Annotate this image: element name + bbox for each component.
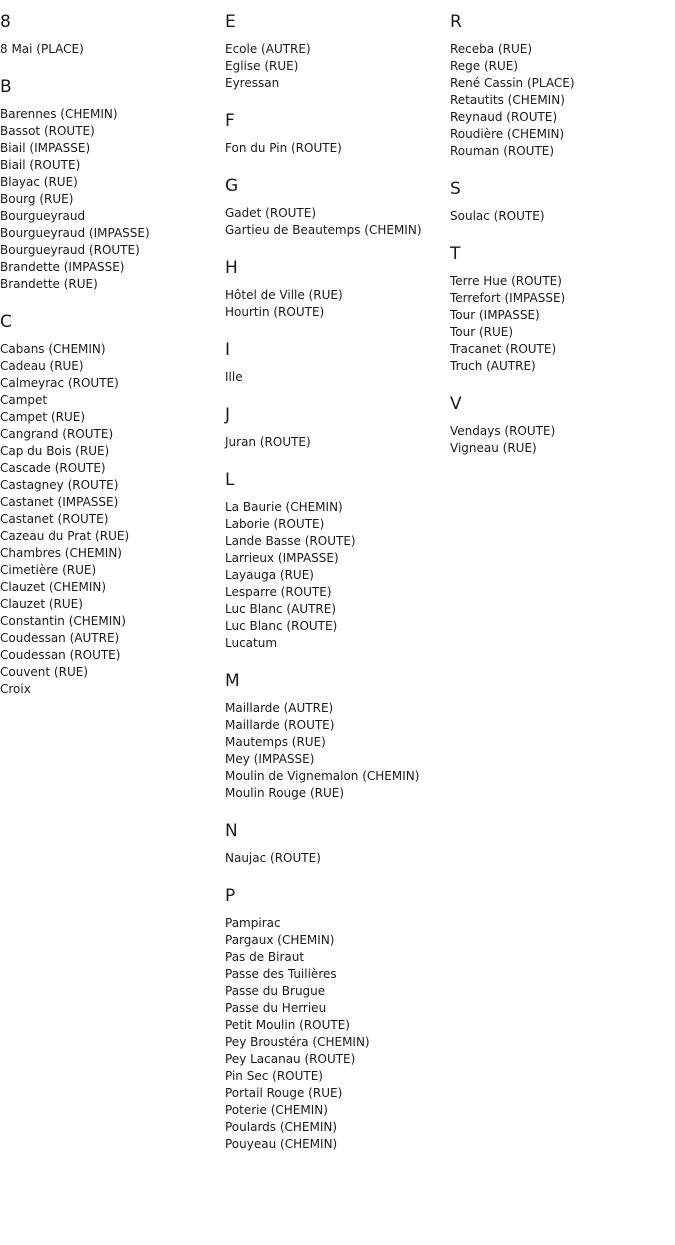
street-link[interactable]: Blayac (RUE) [0,175,78,189]
street-link[interactable]: Pargaux (CHEMIN) [225,933,335,947]
street-link[interactable]: Cabans (CHEMIN) [0,342,106,356]
street-link[interactable]: Pey Lacanau (ROUTE) [225,1052,356,1066]
street-link[interactable]: Fon du Pin (ROUTE) [225,141,342,155]
street-link[interactable]: Castagney (ROUTE) [0,478,119,492]
street-link[interactable]: Moulin de Vignemalon (CHEMIN) [225,769,420,783]
street-link[interactable]: Bourgueyraud [0,209,86,223]
street-link[interactable]: Cap du Bois (RUE) [0,444,110,458]
street-link[interactable]: Mey (IMPASSE) [225,752,315,766]
street-link[interactable]: Reynaud (ROUTE) [450,110,558,124]
letter-group [450,11,675,160]
street-link[interactable]: Moulin Rouge (RUE) [225,786,345,800]
letter-group [450,178,675,225]
letter-group [0,76,225,293]
street-link[interactable]: Soulac (ROUTE) [450,209,545,223]
street-link[interactable]: Hôtel de Ville (RUE) [225,288,343,302]
street-link[interactable]: Poterie (CHEMIN) [225,1103,328,1117]
street-link[interactable]: Biail (ROUTE) [0,158,81,172]
street-link[interactable]: Pouyeau (CHEMIN) [225,1137,338,1151]
letter-group [225,339,450,386]
street-link[interactable]: Tracanet (ROUTE) [450,342,557,356]
street-link[interactable]: Lucatum [225,636,278,650]
letter-heading: L [225,470,235,490]
letter-group [450,243,675,375]
letter-group [225,670,450,802]
street-link[interactable]: Hourtin (ROUTE) [225,305,325,319]
letter-heading: S [450,179,461,199]
street-link[interactable]: Bourg (RUE) [0,192,74,206]
street-link[interactable]: Calmeyrac (ROUTE) [0,376,119,390]
letter-heading: F [225,111,235,131]
street-link[interactable]: Rege (RUE) [450,59,519,73]
letter-heading: R [450,12,462,32]
street-link[interactable]: Truch (AUTRE) [450,359,536,373]
street-link[interactable]: Brandette (RUE) [0,277,98,291]
street-link[interactable]: Coudessan (ROUTE) [0,648,121,662]
street-link[interactable]: Passe des Tuilières [225,967,337,981]
street-link[interactable]: Passe du Herrieu [225,1001,327,1015]
street-link[interactable]: Bassot (ROUTE) [0,124,95,138]
street-link[interactable]: Coudessan (AUTRE) [0,631,120,645]
letter-group [225,469,450,652]
street-link[interactable]: Lande Basse (ROUTE) [225,534,356,548]
street-link[interactable]: Castanet (ROUTE) [0,512,109,526]
street-link[interactable]: Campet [0,393,48,407]
letter-heading: T [450,244,461,264]
street-link[interactable]: Luc Blanc (AUTRE) [225,602,337,616]
letter-group [225,110,450,157]
street-link[interactable]: Brandette (IMPASSE) [0,260,125,274]
street-link[interactable]: Lesparre (ROUTE) [225,585,332,599]
street-link[interactable]: Bourgueyraud (ROUTE) [0,243,140,257]
street-link[interactable]: Pin Sec (ROUTE) [225,1069,323,1083]
letter-heading: B [0,77,12,97]
street-link[interactable]: Terre Hue (ROUTE) [450,274,562,288]
street-link[interactable]: Pas de Biraut [225,950,305,964]
letter-heading: C [0,312,12,332]
street-link[interactable]: Rouman (ROUTE) [450,144,555,158]
letter-heading: G [225,176,239,196]
letter-group [0,311,225,698]
street-link[interactable]: Campet (RUE) [0,410,86,424]
street-link[interactable]: Terrefort (IMPASSE) [450,291,566,305]
street-link[interactable]: Portail Rouge (RUE) [225,1086,343,1100]
street-link[interactable]: Cascade (ROUTE) [0,461,106,475]
street-link[interactable]: Larrieux (IMPASSE) [225,551,339,565]
street-link[interactable]: Receba (RUE) [450,42,533,56]
street-link[interactable]: Bourgueyraud (IMPASSE) [0,226,150,240]
letter-group [225,885,450,1153]
letter-heading: E [225,12,236,32]
street-link[interactable]: Gadet (ROUTE) [225,206,317,220]
street-link[interactable]: Barennes (CHEMIN) [0,107,118,121]
street-link[interactable]: Laborie (ROUTE) [225,517,325,531]
index-column [0,11,225,716]
letter-heading: J [225,405,231,425]
street-link[interactable]: Tour (RUE) [450,325,514,339]
street-link[interactable]: Luc Blanc (ROUTE) [225,619,338,633]
street-link[interactable]: Maillarde (ROUTE) [225,718,335,732]
street-link[interactable]: Eyressan [225,76,280,90]
street-link[interactable]: Cadeau (RUE) [0,359,84,373]
street-link[interactable]: Biail (IMPASSE) [0,141,91,155]
letter-group [225,404,450,451]
street-link[interactable]: Cazeau du Prat (RUE) [0,529,130,543]
street-link[interactable]: Couvent (RUE) [0,665,89,679]
letter-group [225,257,450,321]
letter-group [450,393,675,457]
letter-group [225,820,450,867]
letter-group [225,11,450,92]
street-link[interactable]: Naujac (ROUTE) [225,851,321,865]
street-link[interactable]: Pampirac [225,916,281,930]
street-link[interactable]: Gartieu de Beautemps (CHEMIN) [225,223,422,237]
street-link[interactable]: Cangrand (ROUTE) [0,427,114,441]
index-column [450,11,675,475]
street-link[interactable]: Layauga (RUE) [225,568,314,582]
street-link[interactable]: Petit Moulin (ROUTE) [225,1018,350,1032]
index-column [225,11,450,1171]
letter-heading: N [225,821,238,841]
street-link[interactable]: Cimetière (RUE) [0,563,97,577]
street-link[interactable]: Ille [225,370,243,384]
street-link[interactable]: La Baurie (CHEMIN) [225,500,343,514]
letter-heading: P [225,886,236,906]
street-link[interactable]: Roudière (CHEMIN) [450,127,565,141]
letter-heading: 8 [0,12,11,32]
street-link[interactable]: Vigneau (RUE) [450,441,537,455]
street-link[interactable]: Pey Broustéra (CHEMIN) [225,1035,370,1049]
street-link[interactable]: Eglise (RUE) [225,59,299,73]
street-link[interactable]: Clauzet (RUE) [0,597,83,611]
letter-group [0,11,225,58]
street-link[interactable]: Tour (IMPASSE) [450,308,540,322]
street-link[interactable]: Constantin (CHEMIN) [0,614,126,628]
street-link[interactable]: Castanet (IMPASSE) [0,495,119,509]
street-link[interactable]: Juran (ROUTE) [225,435,311,449]
street-link[interactable]: Chambres (CHEMIN) [0,546,122,560]
street-link[interactable]: René Cassin (PLACE) [450,76,575,90]
letter-heading: V [450,394,462,414]
street-link[interactable]: Maillarde (AUTRE) [225,701,334,715]
street-link[interactable]: Clauzet (CHEMIN) [0,580,107,594]
street-link[interactable]: Passe du Brugue [225,984,326,998]
letter-heading: M [225,671,240,691]
street-link[interactable]: Ecole (AUTRE) [225,42,311,56]
letter-heading: H [225,258,238,278]
street-link[interactable]: Mautemps (RUE) [225,735,326,749]
letter-heading: I [225,340,231,360]
street-link[interactable]: 8 Mai (PLACE) [0,42,84,56]
street-link[interactable]: Croix [0,682,31,696]
street-link[interactable]: Retautits (CHEMIN) [450,93,565,107]
street-link[interactable]: Poulards (CHEMIN) [225,1120,338,1134]
letter-group [225,175,450,239]
street-link[interactable]: Vendays (ROUTE) [450,424,556,438]
